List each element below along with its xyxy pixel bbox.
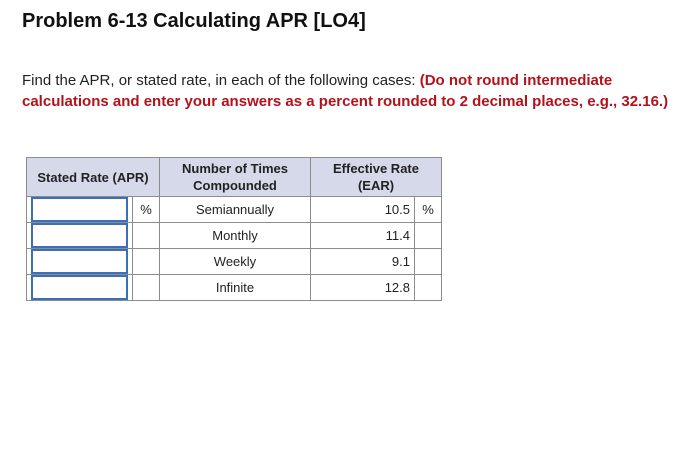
ear-unit: % [415, 197, 442, 223]
apr-input-weekly[interactable] [31, 249, 128, 274]
header-ear [311, 158, 442, 197]
apr-input-monthly[interactable] [31, 223, 128, 248]
instructions-text: Find the APR, or stated rate, in each of the following cases: [22, 72, 420, 89]
problem-title: Problem 6-13 Calculating APR [LO4] [22, 10, 366, 32]
ear-unit [415, 275, 442, 301]
table-row [27, 249, 442, 275]
ear-value: 11.4 [311, 223, 415, 249]
empty-unit-cell [133, 275, 160, 301]
instructions-emphasis: (Do not round intermediate calculations and enter your answers as a percent rounded to 2 decimal places, e.g., 32.16.) [22, 72, 669, 110]
compounding-cell: Weekly [160, 249, 311, 275]
apr-input-semiannually[interactable] [31, 197, 128, 222]
ear-unit [415, 223, 442, 249]
table-row [27, 223, 442, 249]
header-ear-label: Effective Rate (EAR) [333, 161, 419, 193]
header-compounded-label: Number of Times Compounded [182, 161, 288, 193]
compounding-cell: Semiannually [160, 197, 311, 223]
apr-input-cell [27, 223, 133, 249]
table-header-row [27, 158, 442, 197]
compounding-cell: Monthly [160, 223, 311, 249]
table-row [27, 197, 442, 223]
header-stated-rate [27, 158, 160, 197]
table-row [27, 275, 442, 301]
percent-unit: % [133, 197, 160, 223]
ear-value: 9.1 [311, 249, 415, 275]
header-compounded [160, 158, 311, 197]
apr-input-cell [27, 249, 133, 275]
header-stated-rate-label: Stated Rate (APR) [37, 169, 149, 185]
apr-input-cell [27, 275, 133, 301]
instructions [22, 70, 694, 112]
apr-input-cell [27, 197, 133, 223]
apr-input-infinite[interactable] [31, 275, 128, 300]
compounding-cell: Infinite [160, 275, 311, 301]
ear-value: 10.5 [311, 197, 415, 223]
empty-unit-cell [133, 249, 160, 275]
ear-value: 12.8 [311, 275, 415, 301]
empty-unit-cell [133, 223, 160, 249]
apr-table [26, 157, 442, 301]
ear-unit [415, 249, 442, 275]
